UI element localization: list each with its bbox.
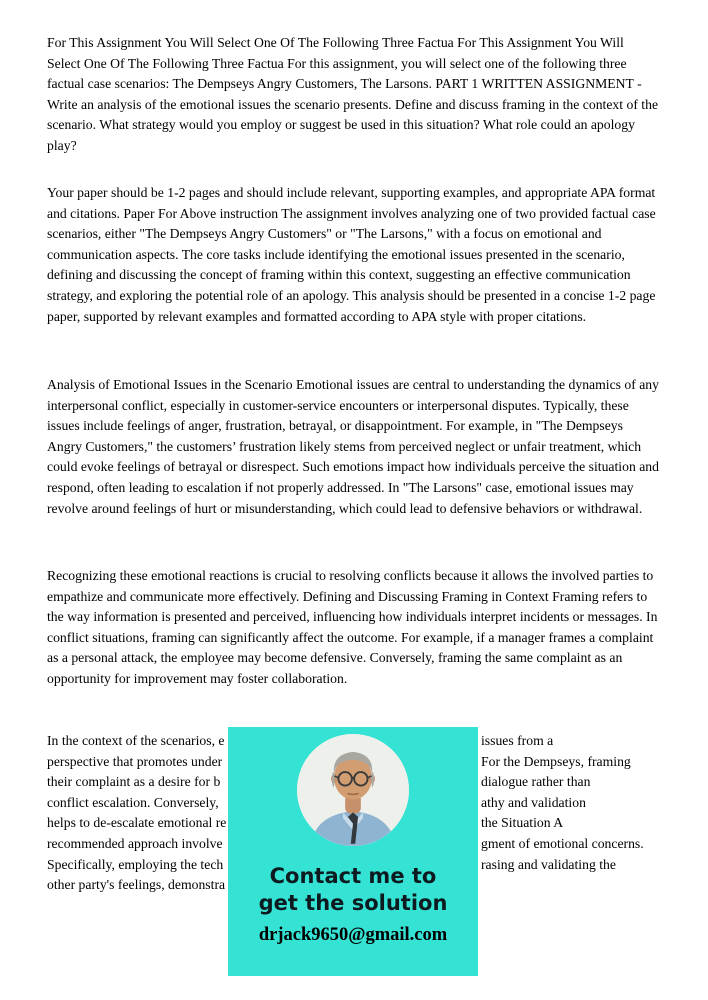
line-right-fragment: For the Dempseys, framing (481, 753, 631, 769)
line-right-fragment: athy and validation (481, 794, 586, 810)
line-left-fragment: helps to de-escalate emotional re (47, 815, 227, 831)
promo-text-line1: Contact me to (269, 864, 437, 888)
line-left-fragment: In the context of the scenarios, e (47, 733, 225, 748)
promo-email: drjack9650@gmail.com (258, 925, 448, 945)
line-left-fragment: recommended approach involve (47, 835, 223, 851)
paragraph-framing-discussion: Recognizing these emotional reactions is crucial to resolving conflicts because it allows the involved parties to empathize and communicate more effectively. Defining and Discussing Framing in Context Framing refers to the way information is presented and perceived, influencing how individuals interpret incidents or messages. In conflict situations, framing can significantly affect the outcome. For example, if a manager frames a complaint as a personal attack, the employee may become defensive. Conversely, framing the same complaint as an opportunity for improvement may foster collaboration. (47, 568, 658, 686)
line-left-fragment: perspective that promotes under (47, 753, 223, 769)
line-left-fragment: their complaint as a desire for b (47, 774, 221, 790)
line-left-fragment: Specifically, employing the tech (47, 856, 224, 872)
line-right-fragment: issues from a (481, 733, 554, 748)
man-with-glasses-portrait-icon (297, 734, 409, 846)
paragraph-emotional-issues-analysis: Analysis of Emotional Issues in the Scenario Emotional issues are central to understanding the dynamics of any interpersonal conflict, especially in customer-service encounters or interpersonal disputes. Typically, these issues include feelings of anger, frustration, betrayal, or disappointment. For example, in "The Dempseys Angry Customers," the customers’ frustration likely stems from perceived neglect or unfair treatment, which could evoke feelings of betrayal or disrespect. Such emotions impact how individuals perceive the situation and respond, often leading to escalation if not properly addressed. In "The Larsons" case, emotional issues may revolve around feelings of hurt or misunderstanding, which could lead to defensive behaviors or withdrawal. (47, 377, 659, 516)
line-right-fragment: dialogue rather than (481, 774, 591, 790)
promo-overlay (228, 727, 478, 976)
promo-text-line2: get the solution (258, 891, 448, 915)
line-right-fragment: gment of emotional concerns. (481, 835, 644, 851)
line-right-fragment: the Situation A (481, 815, 564, 831)
tutor-portrait-photo (297, 734, 409, 846)
line-left-fragment: other party's feelings, demonstra (47, 877, 226, 893)
line-left-fragment: conflict escalation. Conversely, (47, 794, 219, 810)
paragraph-assignment-prompt: For This Assignment You Will Select One Of The Following Three Factua For This Assignment You Will Select One Of The Following Three Factua For this assignment, you will select one of the following three factual case scenarios: The Dempseys Angry Customers, The Larsons. PART 1 WRITTEN ASSIGNMENT - Write an analysis of the emotional issues the scenario presents. Define and discuss framing in the context of the scenario. What strategy would you employ or suggest be used in this situation? What role could an apology play? (47, 35, 659, 153)
paragraph-paper-requirements: Your paper should be 1-2 pages and should include relevant, supporting examples, and appropriate APA format and citations. Paper For Above instruction The assignment involves analyzing one of two provided factual case scenarios, either "The Dempseys Angry Customers" or "The Larsons," with a focus on emotional and communication aspects. The core tasks include identifying the emotional issues presented in the scenario, defining and discussing the concept of framing within this context, suggesting an effective communication strategy, and exploring the potential role of an apology. This analysis should be presented in a concise 1-2 page paper, supported by relevant examples and formatted according to APA style with proper citations. (47, 185, 656, 324)
line-right-fragment: rasing and validating the (481, 856, 616, 872)
